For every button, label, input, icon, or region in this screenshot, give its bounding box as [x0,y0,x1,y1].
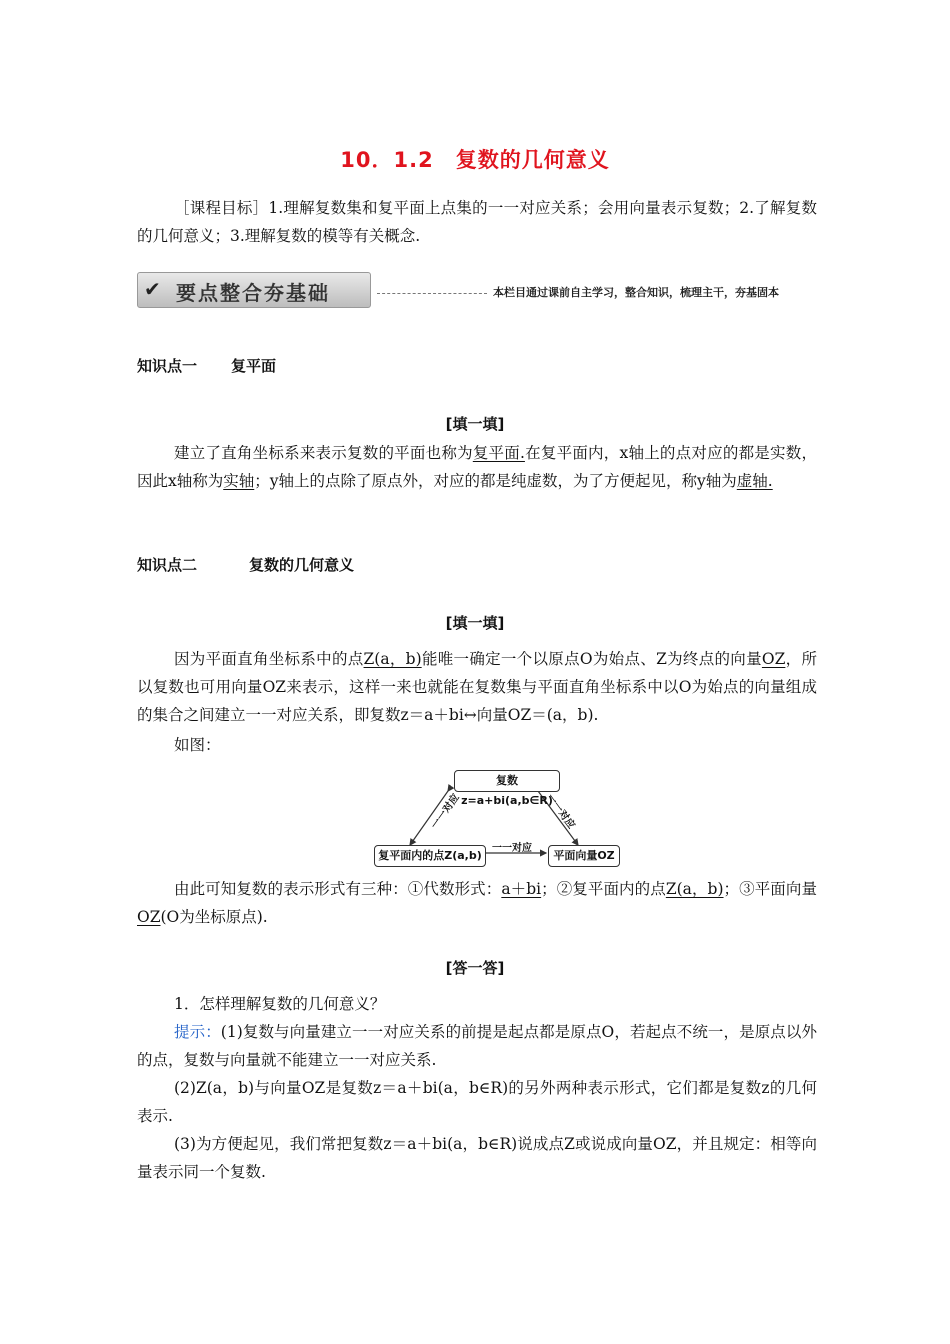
answer-text-1: (1)复数与向量建立一一对应关系的前提是起点都是原点O，若起点不统一，是原点以外的点，复数与向量就不能建立一一对应关系. [137,1023,817,1069]
section1-name: 复平面 [231,357,277,375]
forms-text-4: (O为坐标原点). [160,908,268,926]
section2-text-3: ，所以复数也可用向量OZ来表示，这样一来也就能在复数集与平面直角坐标系中以O为始点的向量组成的集合之间建立一一对应关系，即复数z＝a＋bi↔向量OZ＝(a，b). [137,650,817,724]
blank-algebraic-form: a＋bi [501,880,542,898]
diagram-box-complex: 复数z=a+bi(a,b∈R) [454,770,560,792]
blank-complex-plane: 复平面. [472,444,525,462]
section2-label: 知识点二 [137,556,198,574]
forms-text-3: ；③平面向量 [723,880,817,898]
section1-text-3: ；y轴上的点除了原点外，对应的都是纯虚数，为了方便起见，称y轴为 [254,472,737,490]
blank-real-axis: 实轴 [223,472,255,490]
answer-part-3: (3)为方便起见，我们常把复数z＝a＋bi(a，b∈R)说成点Z或说成向量OZ，并且规定：相等向量表示同一个复数. [137,1135,817,1181]
section1-paragraph [137,439,817,495]
section1-text-2: 在复平面内，x轴上的点对应的都是实数，因此x轴称为 [137,444,817,490]
banner-box [137,272,371,308]
section2-text-1: 因为平面直角坐标系中的点 [174,650,364,668]
diagram-box-point: 复平面内的点Z(a,b) [374,845,486,867]
forms-text-1: 由此可知复数的表示形式有三种：①代数形式： [174,880,502,898]
section3-subhead: [答一答] [445,959,505,977]
diagram-box-vector: 平面向量OZ [548,845,620,867]
section1-text-1: 建立了直角坐标系来表示复数的平面也称为 [174,444,473,462]
diagram-label-bottom: 一一对应 [492,843,532,854]
course-objectives: ［课程目标］1.理解复数集和复平面上点集的一一对应关系；会用向量表示复数；2.了解复数的几何意义；3.理解复数的模等有关概念. [137,199,817,245]
answer-part-2: (2)Z(a，b)与向量OZ是复数z＝a＋bi(a，b∈R)的另外两种表示形式，它们都是复数z的几何表示. [137,1079,817,1125]
section1-label: 知识点一 [137,357,198,375]
section2-subhead: [填一填] [445,614,505,632]
section2-name: 复数的几何意义 [249,556,355,574]
as-figure-label: 如图： [174,736,221,754]
hint-label: 提示： [174,1023,221,1041]
page-title: 10．1.2 复数的几何意义 [340,148,610,172]
correspondence-diagram [370,765,620,867]
section-banner [137,272,813,308]
blank-imaginary-axis: 虚轴. [736,472,773,490]
section1-heading [137,355,276,376]
diagram-label-right: 一一对应 [544,792,577,832]
checkmark-icon: ✔ [144,277,161,301]
banner-note: 本栏目通过课前自主学习，整合知识，梳理主干，夯基固本 [493,286,779,299]
section1-subhead: [填一填] [445,415,505,433]
diagram-label-left: 一一对应 [429,792,462,832]
answer-part-1 [137,1018,817,1074]
blank-vector-form: OZ [137,908,161,926]
blank-vector-oz: OZ [761,650,786,668]
section2-text-2: 能唯一确定一个以原点O为始点、Z为终点的向量 [421,650,762,668]
representation-forms [137,875,817,931]
question-1: 1．怎样理解复数的几何意义？ [174,995,386,1013]
section2-heading [137,554,354,575]
banner-title: 要点整合夯基础 [176,281,330,305]
blank-point-z: Z(a，b) [363,650,422,668]
forms-text-2: ；②复平面内的点 [541,880,666,898]
blank-point-form: Z(a，b) [665,880,724,898]
section2-paragraph [137,645,817,729]
banner-divider [377,293,487,294]
